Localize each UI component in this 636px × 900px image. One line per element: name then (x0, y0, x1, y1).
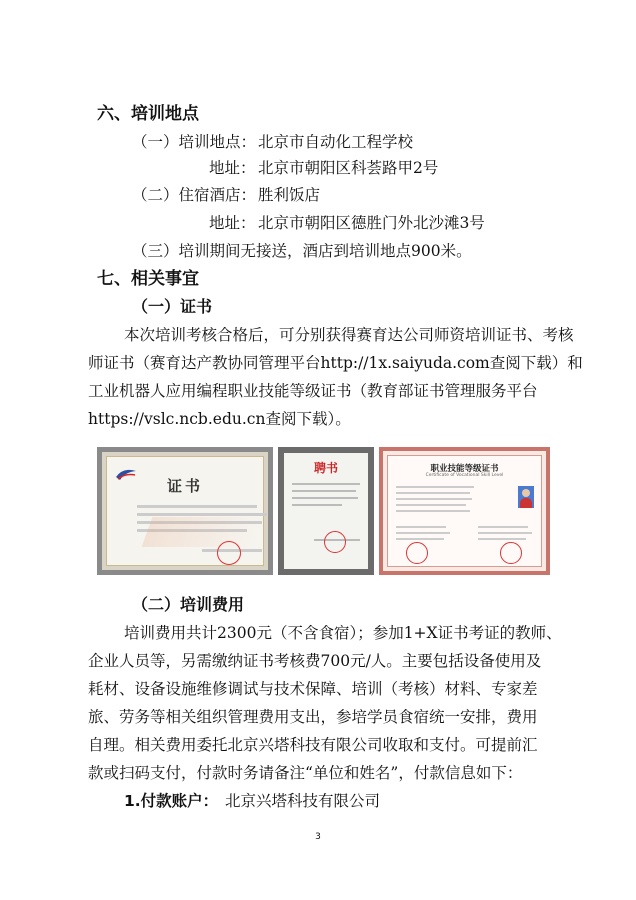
page-number: 3 (315, 832, 321, 842)
payee-name: 北京兴塔科技有限公司 (225, 792, 381, 810)
training-certificate-image (97, 447, 273, 575)
fee-paragraph-line: 自理。相关费用委托北京兴塔科技有限公司收取和支付。可提前汇 (88, 736, 538, 754)
venue-name: 北京市自动化工程学校 (258, 133, 414, 151)
fee-subheading: （二）培训费用 (132, 595, 245, 614)
section6-heading: 六、培训地点 (97, 104, 199, 124)
photo-icon (518, 486, 534, 508)
red-seal-icon (217, 541, 241, 565)
certificate-paragraph-line: 工业机器人应用编程职业技能等级证书（教育部证书管理服务平台 (88, 382, 538, 400)
red-seal-icon (500, 542, 522, 564)
certificate-paragraph-line: 本次培训考核合格后，可分别获得赛育达公司师资培训证书、考核 (124, 326, 574, 344)
skill-certificate-title: 职业技能等级证书 (430, 464, 499, 474)
certificate-paragraph-line: https://vslc.ncb.edu.cn查阅下载）。 (88, 410, 351, 428)
fee-paragraph-line: 旅、劳务等相关组织管理费用支出，参培学员食宿统一安排，费用 (88, 708, 538, 726)
fee-paragraph-line: 款或扫码支付，付款时务请备注“单位和姓名”，付款信息如下： (88, 764, 523, 782)
fee-paragraph-line: 企业人员等，另需缴纳证书考核费700元/人。主要包括设备使用及 (88, 652, 542, 670)
section7-heading: 七、相关事宜 (97, 269, 199, 289)
payee-label: 1.付款账户： (124, 792, 219, 810)
transfer-note: （三）培训期间无接送，酒店到培训地点900米。 (132, 242, 472, 260)
skill-certificate-subtitle: Certificate of Vocational Skill Level (425, 473, 504, 478)
appointment-title: 聘书 (313, 461, 338, 475)
hotel-address-label: 地址： (209, 214, 256, 232)
vocational-skill-certificate-image (379, 447, 550, 575)
venue-label: （一）培训地点： (132, 133, 257, 151)
venue-address: 北京市朝阳区科荟路甲2号 (258, 159, 439, 177)
certificate-paragraph-line: 师证书（赛育达产教协同管理平台http://1x.saiyuda.com查阅下载）和 (88, 354, 583, 372)
certificate-subheading: （一）证书 (132, 297, 213, 316)
appointment-letter-image (278, 447, 374, 575)
certificate-title: 证书 (166, 477, 203, 495)
fee-paragraph-line: 培训费用共计2300元（不含食宿）；参加1+X证书考证的教师、 (124, 624, 562, 642)
venue-address-label: 地址： (209, 159, 256, 177)
hotel-name: 胜利饭店 (258, 186, 321, 204)
hotel-label: （二）住宿酒店： (132, 186, 257, 204)
red-seal-icon (406, 542, 428, 564)
hotel-address: 北京市朝阳区德胜门外北沙滩3号 (258, 214, 485, 232)
fee-paragraph-line: 耗材、设备设施维修调试与技术保障、培训（考核）材料、专家差 (88, 680, 538, 698)
red-seal-icon (324, 531, 346, 553)
